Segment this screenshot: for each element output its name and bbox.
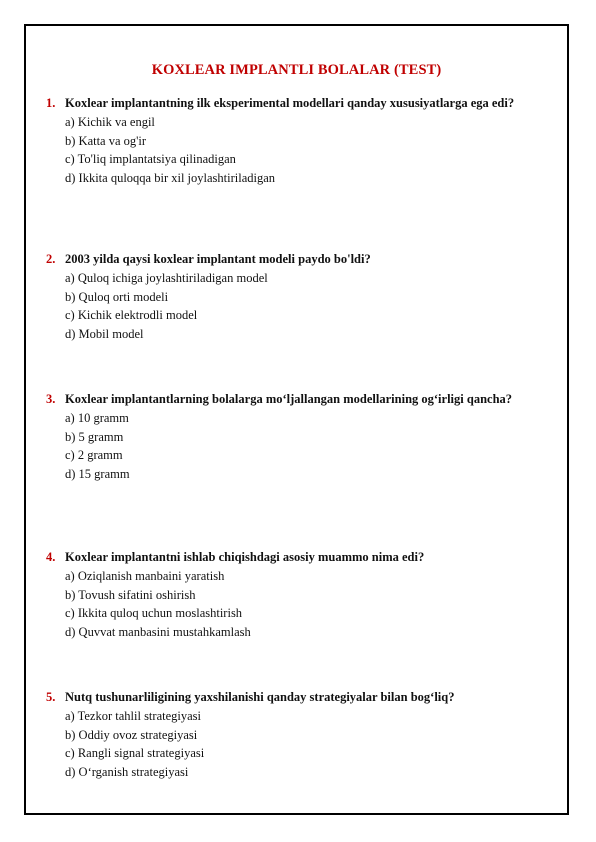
question-2: [46, 250, 546, 343]
answer-option-a: a) 10 gramm: [65, 411, 129, 425]
answer-option-d: d) Quvvat manbasini mustahkamlash: [65, 624, 251, 639]
question-text: Koxlear implantantni ishlab chiqishdagi asosiy muammo nima edi?: [65, 550, 425, 564]
question-text: Koxlear implantantning ilk eksperimental modellari qanday xususiyatlarga ega edi?: [65, 96, 515, 110]
answer-option-a: a) Quloq ichiga joylashtiriladigan model: [65, 271, 268, 285]
question-3-header: [46, 390, 546, 409]
answer-options: [46, 269, 546, 343]
answer-option-c: c) Rangli signal strategiyasi: [65, 746, 205, 760]
answer-option-b: b) Quloq orti modeli: [65, 289, 169, 304]
answer-option-d: d) Mobil model: [65, 326, 144, 341]
answer-option-a: a) Tezkor tahlil strategiyasi: [65, 709, 201, 723]
answer-options: [46, 113, 546, 187]
answer-option-b: b) Tovush sifatini oshirish: [65, 587, 196, 602]
question-2-header: [46, 250, 546, 269]
question-text: Koxlear implantantlarning bolalarga mo‘ljallangan modellarining og‘irligi qancha?: [65, 392, 513, 406]
answer-option-b: b) 5 gramm: [65, 429, 124, 444]
question-4: [46, 548, 546, 641]
question-1: [46, 94, 546, 187]
question-text: Nutq tushunarliligining yaxshilanishi qanday strategiyalar bilan bog‘liq?: [65, 690, 455, 704]
answer-option-d: d) Ikkita quloqqa bir xil joylashtiriladigan: [65, 170, 276, 185]
question-number: 2.: [46, 252, 56, 266]
question-1-header: [46, 94, 546, 113]
answer-option-b: b) Oddiy ovoz strategiyasi: [65, 727, 198, 742]
question-4-header: [46, 548, 546, 567]
answer-option-c: c) Ikkita quloq uchun moslashtirish: [65, 606, 243, 620]
answer-option-c: c) Kichik elektrodli model: [65, 308, 198, 322]
answer-options: [46, 567, 546, 641]
answer-option-c: c) 2 gramm: [65, 448, 123, 462]
answer-options: [46, 707, 546, 781]
answer-option-a: a) Kichik va engil: [65, 115, 155, 129]
question-5: [46, 688, 546, 781]
answer-option-d: d) 15 gramm: [65, 466, 130, 481]
question-3: [46, 390, 546, 483]
question-number: 5.: [46, 690, 56, 704]
question-text: 2003 yilda qaysi koxlear implantant modeli paydo bo'ldi?: [65, 252, 371, 266]
page-border: [24, 24, 569, 815]
document-title: KOXLEAR IMPLANTLI BOLALAR (TEST): [151, 62, 442, 78]
question-number: 4.: [46, 550, 56, 564]
answer-option-d: d) O‘rganish strategiyasi: [65, 764, 189, 779]
answer-options: [46, 409, 546, 483]
answer-option-c: c) To'liq implantatsiya qilinadigan: [65, 152, 236, 166]
answer-option-a: a) Oziqlanish manbaini yaratish: [65, 569, 225, 583]
question-number: 3.: [46, 392, 56, 406]
answer-option-b: b) Katta va og'ir: [65, 133, 147, 148]
question-5-header: [46, 688, 546, 707]
question-number: 1.: [46, 96, 56, 110]
